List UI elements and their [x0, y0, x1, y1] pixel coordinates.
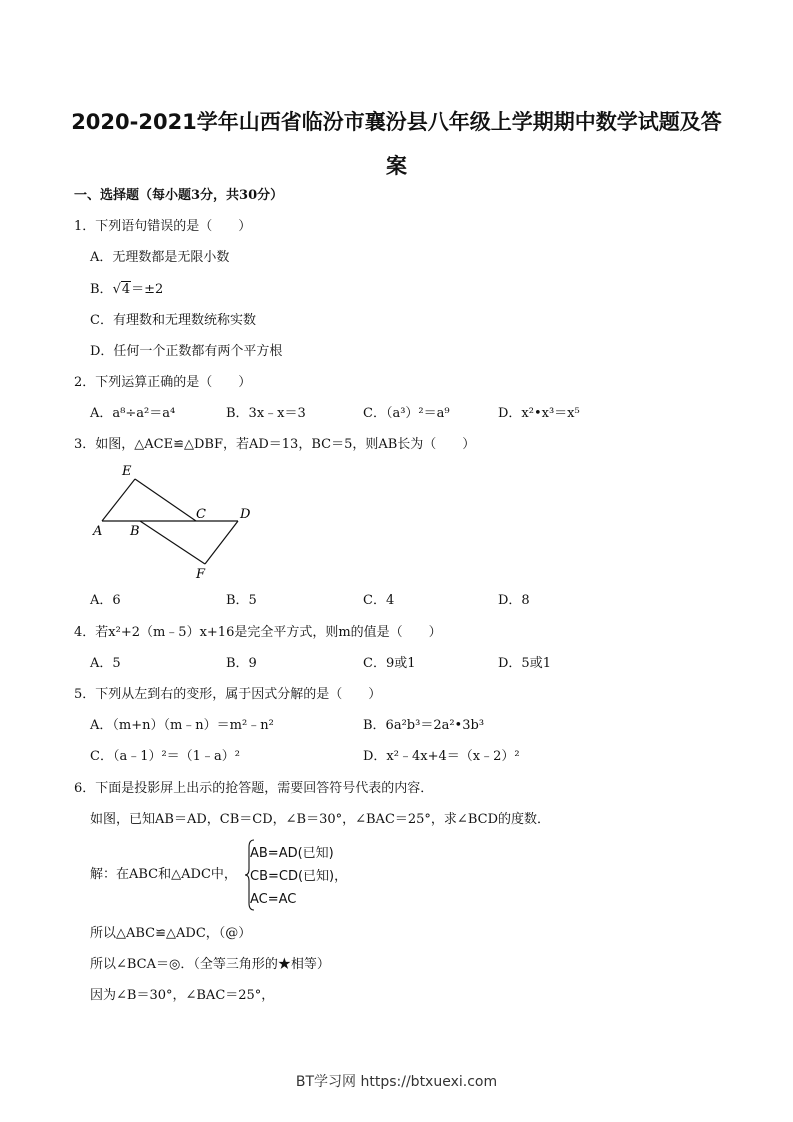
q3-option-a: A．6 — [90, 593, 121, 608]
q4-option-d: D．5或1 — [498, 656, 551, 671]
segment-fd — [205, 521, 238, 564]
page-title: 2020-2021学年山西省临汾市襄汾县八年级上学期期中数学试题及答案 — [71, 110, 722, 178]
q1-option-a: A．无理数都是无限小数 — [90, 250, 230, 265]
q2-option-d: D．x²•x³＝x⁵ — [498, 406, 580, 421]
q3-option-d: D．8 — [498, 593, 530, 608]
q6-line-2: 所以∠BCA＝◎．（全等三角形的★相等） — [90, 957, 330, 972]
brace-line-2: CB=CD(已知)， — [250, 869, 348, 884]
q2-option-c: C．（a³）²＝a⁹ — [363, 406, 450, 421]
q6-stem: 6．下面是投影屏上出示的抢答题，需要回答符号代表的内容． — [74, 781, 434, 796]
q1-option-c: C．有理数和无理数统称实数 — [90, 313, 256, 328]
label-a: A — [93, 524, 103, 539]
q1-option-b-radicand: 4 — [121, 282, 131, 297]
q1-option-b-suffix: ＝±2 — [131, 282, 164, 297]
q3-figure — [88, 460, 268, 585]
q1-stem: 1．下列语句错误的是（ ） — [74, 219, 252, 234]
section-heading: 一、选择题（每小题3分，共30分） — [74, 188, 284, 203]
q5-stem: 5．下列从左到右的变形，属于因式分解的是（ ） — [74, 687, 382, 702]
q2-option-b: B．3x﹣x＝3 — [226, 406, 306, 421]
label-c: C — [196, 507, 206, 522]
q4-option-c: C．9或1 — [363, 656, 416, 671]
q4-option-b: B．9 — [226, 656, 257, 671]
label-b: B — [130, 524, 140, 539]
brace-line-1: AB=AD(已知) — [250, 846, 334, 861]
q5-option-d: D．x²﹣4x+4＝（x﹣2）² — [363, 749, 520, 764]
q3-option-b: B．5 — [226, 593, 257, 608]
segment-bf — [140, 521, 205, 564]
brace-system — [250, 842, 347, 911]
q6-solution-prefix: 解：在ABC和△ADC中， — [90, 867, 237, 882]
q4-option-a: A．5 — [90, 656, 121, 671]
brace-line-3: AC=AC — [250, 892, 297, 907]
q3-option-c: C．4 — [363, 593, 395, 608]
q2-stem: 2．下列运算正确的是（ ） — [74, 375, 252, 390]
q4-stem: 4．若x²+2（m﹣5）x+16是完全平方式，则m的值是（ ） — [74, 625, 442, 640]
q3-stem: 3．如图，△ACE≌△DBF，若AD＝13，BC＝5，则AB长为（ ） — [74, 437, 476, 452]
segment-ae — [102, 479, 135, 521]
q5-option-a: A．（m+n）（m﹣n）＝m²﹣n² — [90, 718, 274, 733]
sqrt-symbol: √4 — [112, 282, 131, 297]
q5-option-c: C．（a﹣1）²＝（1﹣a）² — [90, 749, 240, 764]
q6-line-1: 所以△ABC≌△ADC，（@） — [90, 926, 252, 941]
q6-given: 如图，已知AB＝AD，CB＝CD，∠B＝30°，∠BAC＝25°，求∠BCD的度数． — [90, 812, 550, 827]
q6-line-3: 因为∠B＝30°，∠BAC＝25°， — [90, 988, 275, 1003]
label-f: F — [196, 567, 206, 582]
q1-option-d: D．任何一个正数都有两个平方根 — [90, 344, 283, 359]
label-e: E — [122, 464, 132, 479]
q2-option-a: A．a⁸÷a²＝a⁴ — [90, 406, 176, 421]
q1-option-b-prefix: B． — [90, 282, 113, 297]
label-d: D — [240, 507, 251, 522]
footer-watermark: BT学习网 https://btxuexi.com — [295, 1074, 498, 1090]
q5-option-b: B．6a²b³＝2a²•3b³ — [363, 718, 485, 733]
q1-option-b — [90, 281, 163, 298]
segment-ec — [135, 479, 196, 521]
